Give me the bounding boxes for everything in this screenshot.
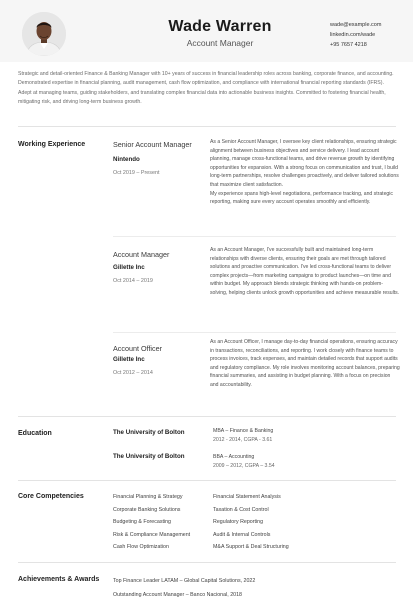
job-dates: Oct 2014 – 2019: [113, 278, 153, 284]
competency-item: Regulatory Reporting: [213, 519, 264, 526]
contact-info: [330, 20, 381, 50]
profile-summary: Strategic and detail-oriented Finance & Banking Manager with 10+ years of success in financial leadership roles across banking, corporate finance, and accounting. Demonstrated expertise in financial planning, audit management, cash flow optimization, and compliance with international financial reporting standards (IFRS). Adept at managing teams, guiding stakeholders, and translating complex financial data into actionable business insights. Committed to fostering financial health, mitigating risk, and driving long-term business growth.: [18, 71, 394, 105]
competency-item: M&A Support & Deal Structuring: [213, 544, 289, 551]
competency-item: Cash Flow Optimization: [113, 544, 169, 551]
resume-header: [0, 0, 413, 62]
job-title: Account Manager: [113, 250, 170, 259]
education-degree: MBA – Finance & Banking: [213, 428, 274, 434]
competency-list-right: [213, 491, 289, 554]
section-divider: [18, 416, 396, 417]
achievement-item: Outstanding Account Manager – Banco Nacional, 2018: [113, 592, 242, 598]
linkedin-text[interactable]: linkedin.com/wade: [330, 32, 376, 38]
job-description: As a Senior Account Manager, I oversee key client relationships, ensuring strategic alignment between business objectives and service delivery. I lead account planning, manage cross-functional teams, and drive revenue growth by identifying opportunities for expansion. With a strong focus on communication and trust, I build long-term partnerships, resolve challenges proactively, and deliver tailored solutions that maximize client satisfaction. My experience spans high-level negotiations, performance tracking, and strategic reporting, making sure every account operates smoothly and efficiently.: [210, 139, 399, 206]
competency-item: Budgeting & Forecasting: [113, 519, 172, 526]
job-divider: [113, 332, 396, 333]
section-divider: [18, 126, 396, 127]
job-dates: Oct 2019 – Present: [113, 170, 160, 176]
avatar: [22, 12, 66, 56]
competency-item: Audit & Internal Controls: [213, 531, 271, 538]
job-title: Senior Account Manager: [113, 140, 192, 149]
competency-item: Risk & Compliance Management: [113, 531, 191, 538]
section-title-achievements: Achievements & Awards: [18, 576, 100, 583]
job-company: Gillette Inc: [113, 264, 145, 271]
job-divider: [113, 236, 396, 237]
candidate-role: Account Manager: [186, 38, 254, 48]
job-description: As an Account Officer, I manage day-to-day financial operations, ensuring accuracy in transactions, reconciliations, and reporting. I work closely with finance teams to process invoices, track expenses, and maintain detailed records that support audits and regulatory compliance. My role involves monitoring account balances, preparing financial summaries, and assisting in budget planning. With a focus on precision and accountability.: [210, 339, 400, 388]
email-text[interactable]: wade@example.com: [330, 22, 382, 28]
competency-item: Financial Planning & Strategy: [113, 494, 183, 500]
education-detail: 2009 – 2012, CGPA – 3.54: [213, 463, 275, 469]
competency-item: Corporate Banking Solutions: [113, 506, 181, 513]
education-degree: BBA – Accounting: [213, 454, 255, 460]
avatar-photo: [22, 12, 66, 56]
competency-item: Taxation & Cost Control: [213, 506, 269, 513]
competency-item: Financial Statement Analysis: [213, 494, 281, 500]
section-title-education: Education: [18, 430, 52, 437]
candidate-name: Wade Warren: [168, 18, 272, 35]
section-title-experience: Working Experience: [18, 141, 86, 148]
section-divider: [18, 480, 396, 481]
achievement-list: [113, 574, 255, 602]
job-title: Account Officer: [113, 344, 163, 353]
job-company: Nintendo: [113, 156, 140, 163]
phone-text[interactable]: +95 7657 4218: [330, 42, 367, 48]
education-school: The University of Bolton: [113, 429, 185, 436]
job-company: Gillette Inc: [113, 356, 145, 363]
job-dates: Oct 2012 – 2014: [113, 370, 153, 376]
education-detail: 2012 - 2014, CGPA - 3.61: [213, 437, 273, 443]
section-title-competencies: Core Competencies: [18, 493, 84, 500]
competency-list-left: [113, 491, 190, 554]
job-description: As an Account Manager, I've successfully built and maintained long-term relationships with diverse clients, ensuring their goals are met through tailored solutions and proactive communication. I've led cross-functional teams to deliver complex projects—from marketing campaigns to product launches—on time and within budget. My approach blends strategic thinking with hands-on problem-solving, helping clients unlock growth opportunities and achieve measurable results.: [210, 247, 400, 296]
section-divider: [18, 562, 396, 563]
education-school: The University of Bolton: [113, 453, 185, 460]
achievement-item: Top Finance Leader LATAM – Global Capital Solutions, 2022: [113, 578, 256, 584]
